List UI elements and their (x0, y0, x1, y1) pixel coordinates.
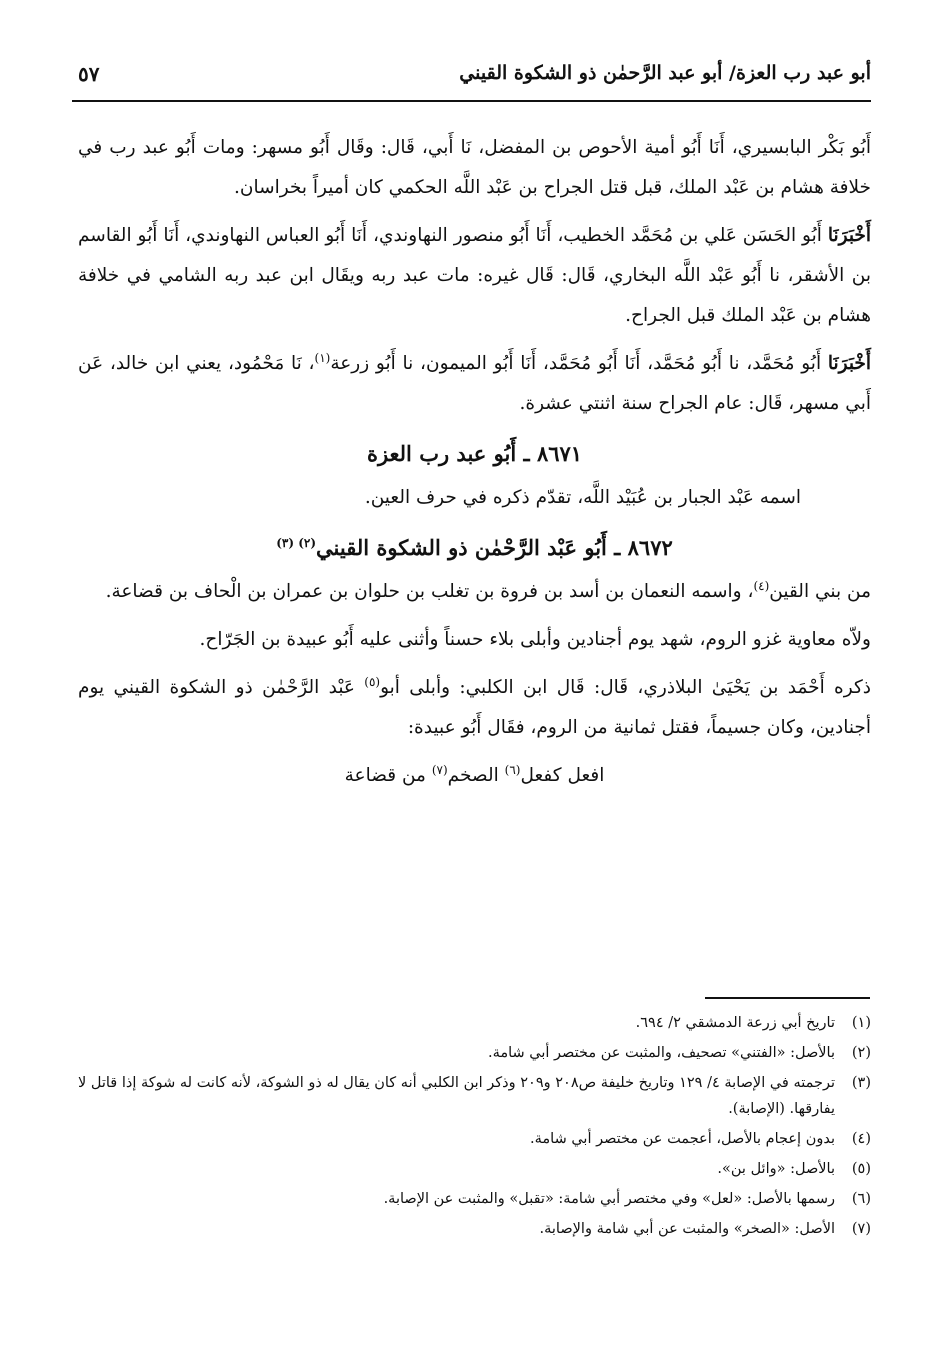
paragraph-text: ولاّه معاوية غزو الروم، شهد يوم أجنادين وأبلى بلاء حسناً وأثنى عليه أَبُو عبيدة بن الجَرّاح. (199, 629, 871, 650)
paragraph (78, 344, 871, 424)
entry-heading: ٨٦٧١ ـ أَبُو عبد رب العزة (366, 441, 583, 466)
footnote-number: (١) (851, 1015, 871, 1031)
paragraph-text: من بني القين (769, 581, 871, 602)
poetry-verse (78, 756, 871, 796)
paragraph-text: عَبْد الرَّحْمٰن ذو الشكوة القيني يوم أجنادين، وكان جسيماً، فقتل ثمانية من الروم، فقَال أَبُو عبيدة: (78, 677, 871, 738)
paragraph (78, 216, 871, 336)
footnote-number: (٣) (851, 1075, 871, 1091)
verse-text: افعل كفعل (520, 765, 605, 786)
page-number: ٥٧ (78, 62, 100, 86)
footnote-number: (٥) (851, 1161, 871, 1177)
footnote-number: (٧) (851, 1221, 871, 1237)
paragraph (78, 620, 871, 660)
footnote-item (78, 1216, 871, 1242)
paragraph-text: أَبُو الحَسَن عَلي بن مُحَمَّد الخطيب، أَنَا أَبُو منصور النهاوندي، أَنَا أَبُو العباس النهاوندي، أَنَا أَبُو القاسم بن الأشقر، نا أَبُو عَبْد اللَّه البخاري، قَال: قَال غيره: مات عبد ربه ويقَال ابن عبد ربه الشامي في خلافة هشام بن عَبْد الملك قبل الجراح. (78, 225, 871, 326)
isnad-lead: أَخْبَرَنَا (827, 225, 871, 246)
footnote-text: ترجمته في الإصابة ٤/ ١٢٩ وتاريخ خليفة ص٢٠٨ و٢٠٩ وذكر ابن الكلبي أنه كان يقال له ذو الشوكة، لأنه كانت له شوكة إذا قاتل لا يفارقها. (الإصابة). (77, 1075, 835, 1117)
entry-heading (78, 528, 871, 568)
paragraph (78, 572, 871, 612)
footnote-ref: (٢) (٣) (276, 536, 317, 550)
isnad-lead: أَخْبَرَنَا (827, 353, 871, 374)
footnote-ref: (٤) (753, 578, 770, 593)
paragraph-text: ، نَا مَحْمُود، يعني ابن خالد، عَن أَبي مسهر، قَال: عام الجراح سنة اثنتي عشرة. (78, 353, 871, 414)
footnote-number: (٢) (851, 1045, 871, 1061)
footnote-text: بالأصل: «وائل بن». (717, 1161, 835, 1177)
footnote-item (78, 1126, 871, 1152)
footnote-text: بدون إعجام بالأصل، أعجمت عن مختصر أبي شامة. (530, 1131, 835, 1147)
footnote-item (78, 1010, 871, 1036)
entry-heading-text: ٨٦٧٢ ـ أَبُو عَبْد الرَّحْمٰن ذو الشكوة القيني (316, 535, 673, 560)
footnote-divider (705, 997, 870, 999)
footnote-item (78, 1156, 871, 1182)
footnote-ref: (٥) (364, 674, 381, 689)
footnote-item (78, 1040, 871, 1066)
footnote-item (78, 1070, 871, 1122)
footnote-ref: (٧) (431, 762, 448, 777)
main-text (78, 128, 871, 796)
paragraph-text: أَبُو بَكْر البابسيري، أَنَا أَبُو أمية الأحوص بن المفضل، نَا أَبي، قَال: وقَال أَبُو مسهر: ومات أَبُو عبد رب في خلافة هشام بن عَبْد الملك، قبل قتل الجراح بن عَبْد اللَّه الحكمي كان أميراً بخراسان. (78, 137, 871, 198)
page-header (72, 60, 871, 102)
footnote-ref: (٦) (504, 762, 521, 777)
paragraph-text: اسمه عَبْد الجبار بن عُبَيْد اللَّه، تقدّم ذكره في حرف العين. (364, 487, 801, 508)
verse-text: من قضاعة (344, 765, 432, 786)
footnote-number: (٤) (851, 1131, 871, 1147)
paragraph-text: ، واسمه النعمان بن أسد بن فروة بن تغلب بن حلوان بن عمران بن الْحاف بن قضاعة. (105, 581, 754, 602)
footnote-number: (٦) (851, 1191, 871, 1207)
footnote-text: رسمها بالأصل: «لعل» وفي مختصر أبي شامة: «تقبل» والمثبت عن الإصابة. (383, 1191, 835, 1207)
running-title: أبو عبد رب العزة/ أبو عبد الرَّحمٰن ذو الشكوة القيني (459, 62, 871, 84)
footnote-text: بالأصل: «الفتني» تصحيف، والمثبت عن مختصر أبي شامة. (487, 1045, 835, 1061)
paragraph-text: أَبُو مُحَمَّد، نا أَبُو مُحَمَّد، أَنَا أَبُو مُحَمَّد، أَنَا أَبُو الميمون، نا أَبُو زرعة (330, 353, 828, 374)
verse-text: الصخم (447, 765, 505, 786)
footnote-text: تاريخ أبي زرعة الدمشقي ٢/ ٦٩٤. (635, 1015, 835, 1031)
footnote-text: الأصل: «الصخر» والمثبت عن أبي شامة والإصابة. (539, 1221, 835, 1237)
paragraph (78, 128, 871, 208)
footnote-ref: (١) (314, 350, 331, 365)
footnotes (78, 1010, 871, 1246)
footnote-item (78, 1186, 871, 1212)
paragraph (78, 478, 871, 518)
paragraph-text: ذكره أَحْمَد بن يَحْيَىٰ البلاذري، قَال: قَال ابن الكلبي: وأبلى أبو (380, 677, 871, 698)
paragraph (78, 668, 871, 748)
